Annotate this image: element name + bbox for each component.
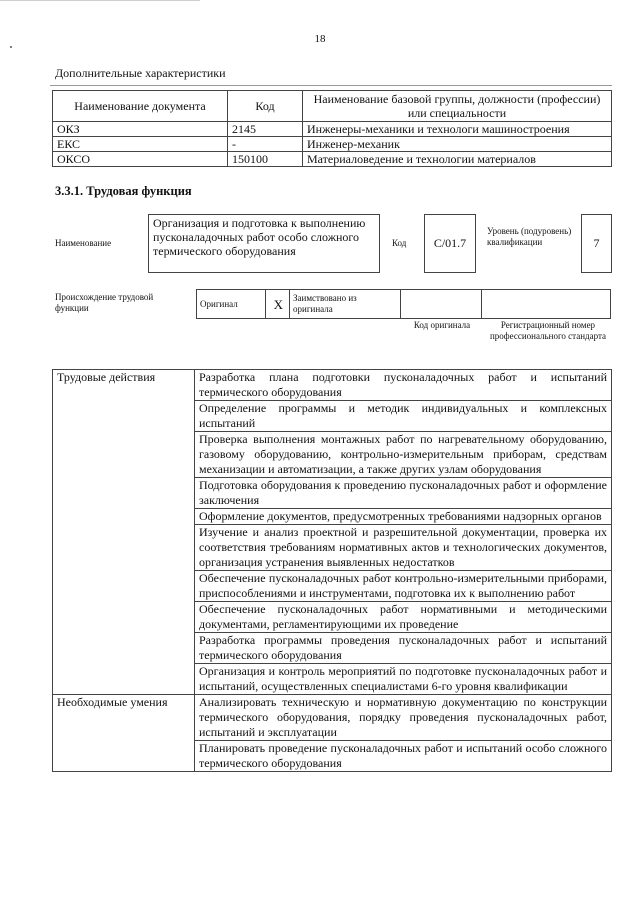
table-row bbox=[53, 137, 612, 152]
origin-label: Происхождение трудовой функции bbox=[55, 292, 154, 313]
borrowed-label: Заимствовано из оригинала bbox=[290, 290, 401, 319]
original-code-cell bbox=[401, 290, 482, 319]
additional-characteristics-title: Дополнительные характеристики bbox=[55, 66, 226, 80]
cell-name: Инженеры-механики и технологи машиностроения bbox=[303, 122, 612, 137]
labor-action-item: Изучение и анализ проектной и разрешительной документации, проверка их соответствия требованиям нормативных актов и технологических документов, организация устранения выявленных недостатков bbox=[195, 525, 612, 571]
table-row bbox=[53, 370, 612, 401]
code-label: Код bbox=[392, 238, 407, 248]
details-table bbox=[52, 369, 612, 772]
cell-document: ЕКС bbox=[53, 137, 228, 152]
labor-actions-label: Трудовые действия bbox=[53, 370, 195, 695]
qualification-level-label: Уровень (подуровень) квалификации bbox=[487, 226, 572, 247]
labor-action-item: Разработка плана подготовки пусконаладочных работ и испытаний термического оборудования bbox=[195, 370, 612, 401]
registration-number-label: Регистрационный номер профессионального стандарта bbox=[489, 320, 607, 341]
labor-action-item: Обеспечение пусконаладочных работ нормативными и методическими документами, регламентирующими их проведение bbox=[195, 602, 612, 633]
labor-action-item: Определение программы и методик индивидуальных и комплексных испытаний bbox=[195, 401, 612, 432]
qualification-level-value: 7 bbox=[581, 214, 612, 273]
header-code: Код bbox=[228, 91, 303, 122]
cell-code: - bbox=[228, 137, 303, 152]
cell-document: ОКЗ bbox=[53, 122, 228, 137]
labor-action-item: Подготовка оборудования к проведению пусконаладочных работ и оформление заключения bbox=[195, 478, 612, 509]
original-code-label: Код оригинала bbox=[413, 320, 471, 330]
table-row bbox=[53, 152, 612, 167]
cell-name: Инженер-механик bbox=[303, 137, 612, 152]
characteristics-table bbox=[52, 90, 612, 167]
table-row bbox=[53, 695, 612, 741]
top-edge-line bbox=[0, 0, 200, 1]
section-rule bbox=[50, 85, 612, 86]
labor-action-item: Проверка выполнения монтажных работ по нагревательному оборудованию, газовому оборудованию, контрольно-измерительным приборам, средствам механизации и автоматизации, а также других узлам оборудования bbox=[195, 432, 612, 478]
cell-document: ОКСО bbox=[53, 152, 228, 167]
skills-label: Необходимые умения bbox=[53, 695, 195, 772]
labor-action-item: Обеспечение пусконаладочных работ контрольно-измерительными приборами, приспособлениями и инструментами, подготовка их к выполнению работ bbox=[195, 571, 612, 602]
labor-action-item: Разработка программы проведения пусконаладочных работ и испытаний термического оборудования bbox=[195, 633, 612, 664]
function-code-value: C/01.7 bbox=[424, 214, 476, 273]
cell-code: 2145 bbox=[228, 122, 303, 137]
cell-name: Материаловедение и технологии материалов bbox=[303, 152, 612, 167]
labor-action-item: Организация и контроль мероприятий по подготовке пусконаладочных работ и испытаний, осуществленных специалистами 6-го уровня квалификации bbox=[195, 664, 612, 695]
original-mark: X bbox=[266, 290, 290, 319]
origin-table bbox=[196, 289, 611, 319]
function-name-value: Организация и подготовка к выполнению пусконаладочных работ особо сложного термического оборудования bbox=[148, 214, 380, 273]
name-label: Наименование bbox=[55, 238, 112, 248]
cell-code: 150100 bbox=[228, 152, 303, 167]
labor-action-item: Оформление документов, предусмотренных требованиями надзорных органов bbox=[195, 509, 612, 525]
skill-item: Анализировать техническую и нормативную документацию по конструкции термического оборудования, порядку проведения пусконаладочных работ, испытаний и эксплуатации bbox=[195, 695, 612, 741]
skill-item: Планировать проведение пусконаладочных работ и испытаний особо сложного термического оборудования bbox=[195, 741, 612, 772]
reg-number-cell bbox=[482, 290, 611, 319]
table-row bbox=[53, 122, 612, 137]
origin-row bbox=[197, 290, 611, 319]
header-document-name: Наименование документа bbox=[53, 91, 228, 122]
scan-dot bbox=[10, 46, 12, 48]
labor-function-heading: 3.3.1. Трудовая функция bbox=[55, 184, 192, 198]
page-number: 18 bbox=[314, 33, 326, 45]
characteristics-header-row bbox=[53, 91, 612, 122]
header-base-group: Наименование базовой группы, должности (профессии) или специальности bbox=[303, 91, 612, 122]
original-label: Оригинал bbox=[197, 290, 266, 319]
